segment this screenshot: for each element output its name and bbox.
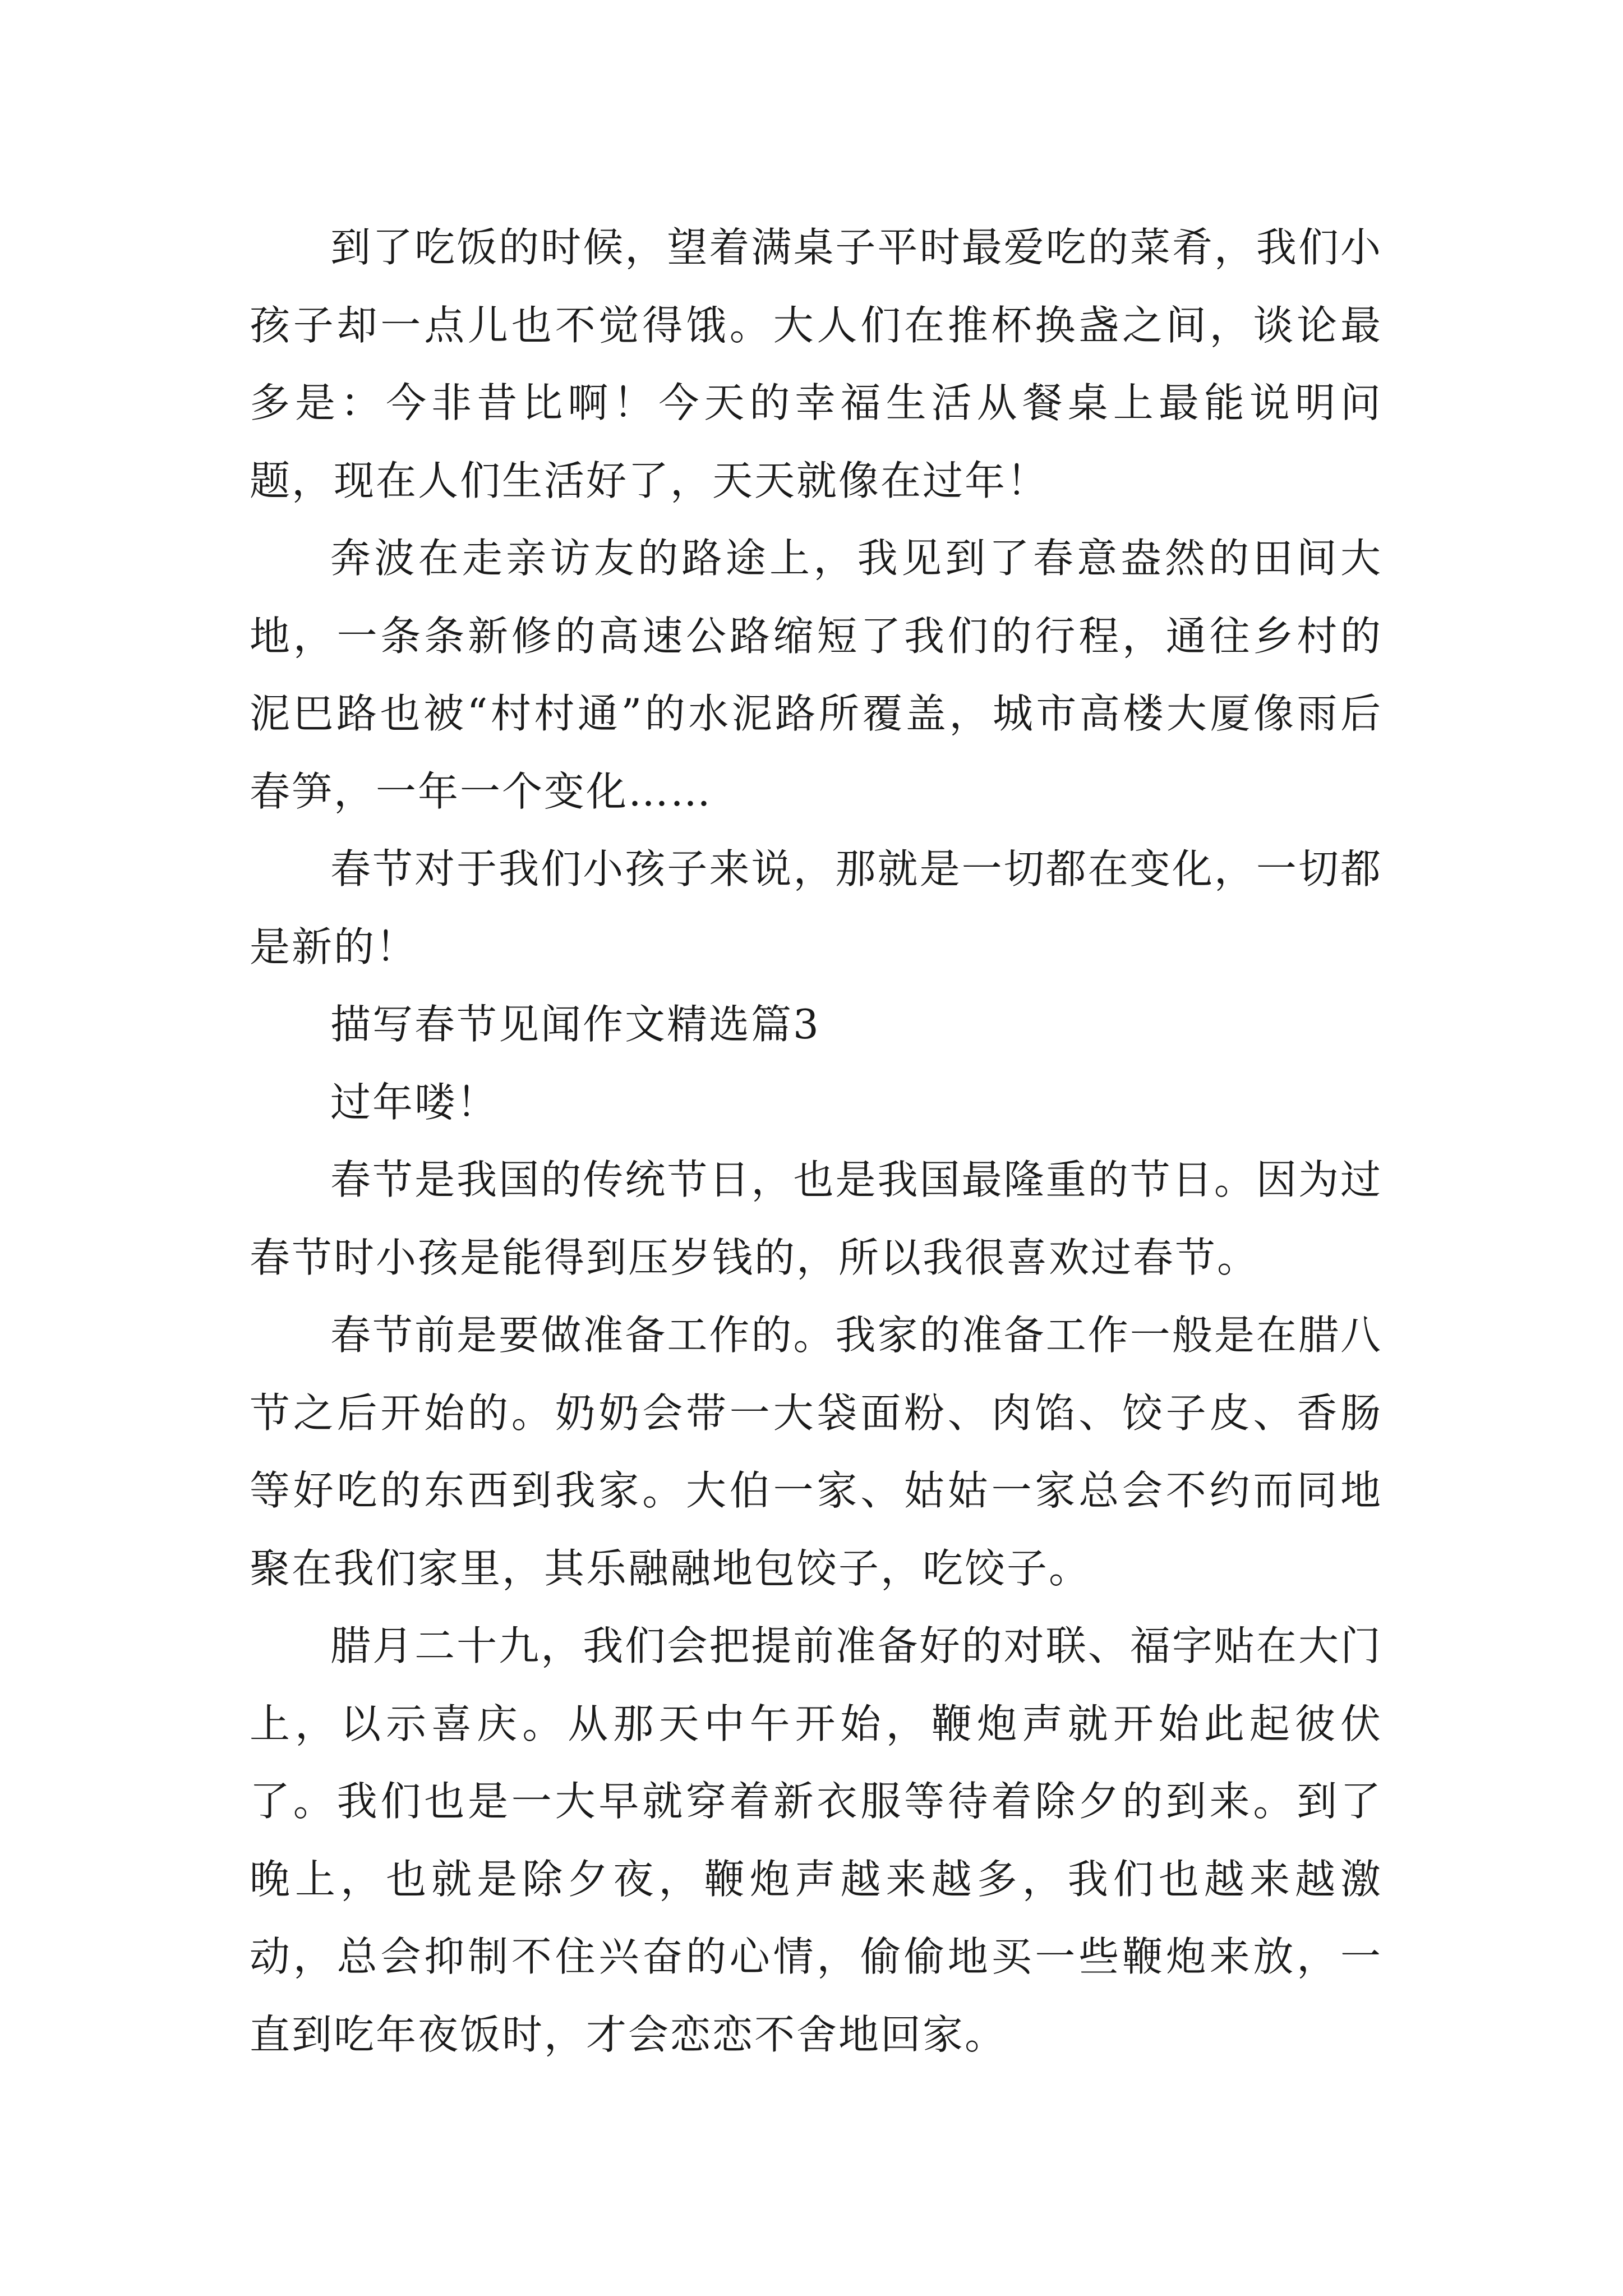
paragraph: 春节对于我们小孩子来说，那就是一切都在变化，一切都是新的！	[250, 845, 1382, 970]
section-heading: 描写春节见闻作文精选篇3	[330, 1001, 820, 1048]
paragraph: 春节是我国的传统节日，也是我国最隆重的节日。因为过春节时小孩是能得到压岁钱的，所以我很喜欢过春节。	[250, 1156, 1382, 1281]
paragraph: 到了吃饭的时候，望着满桌子平时最爱吃的菜肴，我们小孩子却一点儿也不觉得饿。大人们在推杯换盏之间，谈论最多是：今非昔比啊！今天的幸福生活从餐桌上最能说明问题，现在人们生活好了，天天就像在过年！	[250, 224, 1382, 504]
paragraph: 春节前是要做准备工作的。我家的准备工作一般是在腊八节之后开始的。奶奶会带一大袋面粉、肉馅、饺子皮、香肠等好吃的东西到我家。大伯一家、姑姑一家总会不约而同地聚在我们家里，其乐融融地包饺子，吃饺子。	[250, 1312, 1382, 1592]
paragraph: 过年喽！	[330, 1078, 499, 1126]
paragraph: 奔波在走亲访友的路途上，我见到了春意盎然的田间大地，一条条新修的高速公路缩短了我们的行程，通往乡村的泥巴路也被“村村通”的水泥路所覆盖，城市高楼大厦像雨后春笋，一年一个变化……	[250, 535, 1382, 815]
document-body	[250, 209, 1382, 2073]
paragraph: 腊月二十九，我们会把提前准备好的对联、福字贴在大门上，以示喜庆。从那天中午开始，鞭炮声就开始此起彼伏了。我们也是一大早就穿着新衣服等待着除夕的到来。到了晚上，也就是除夕夜，鞭炮声越来越多，我们也越来越激动，总会抑制不住兴奋的心情，偷偷地买一些鞭炮来放，一直到吃年夜饭时，才会恋恋不舍地回家。	[250, 1622, 1382, 2058]
